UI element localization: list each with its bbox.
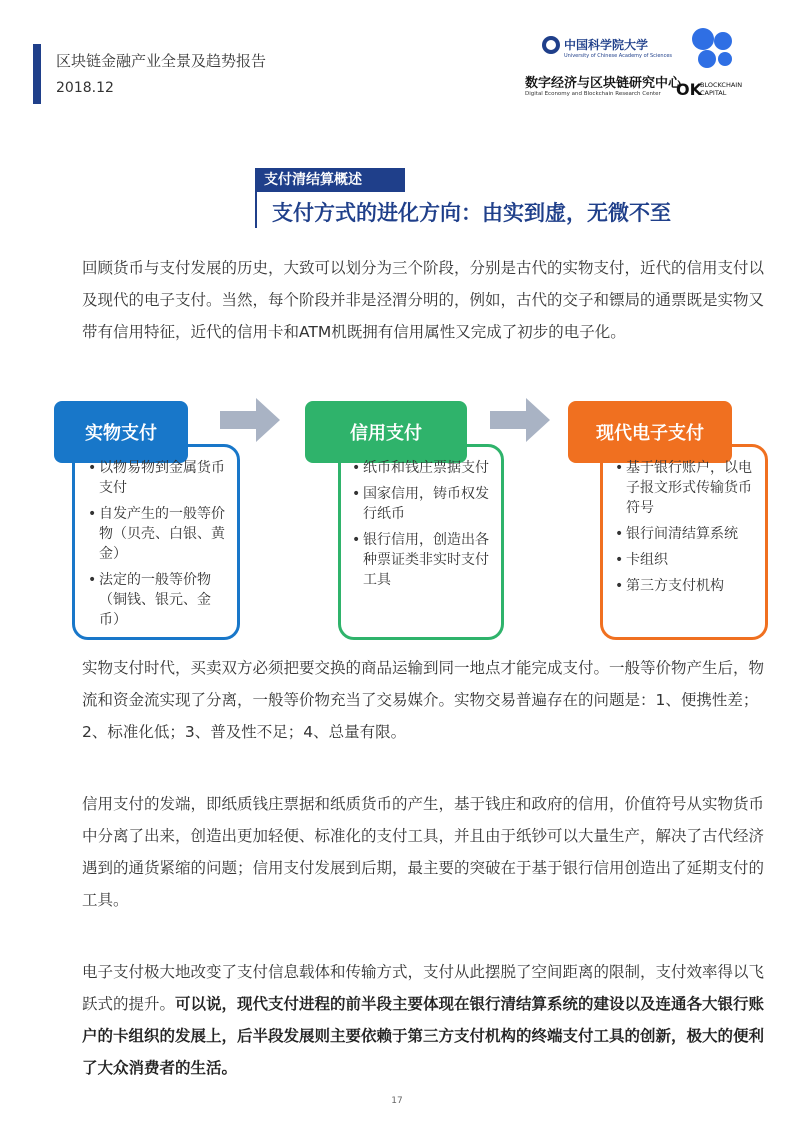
research-center-name-en: Digital Economy and Blockchain Research Center	[525, 91, 661, 97]
paragraph-electronic-payment: 电子支付极大地改变了支付信息载体和传输方式，支付从此摆脱了空间距离的限制，支付效率得以飞跃式的提升。可以说，现代支付进程的前半段主要体现在银行清结算系统的建设以及连通各大银行账户的卡组织的发展上，后半段发展则主要依赖于第三方支付机构的终端支付工具的创新，极大的便利了大众消费者的生活。	[82, 963, 765, 1077]
list-item: • 法定的一般等价物（铜钱、银元、金币）	[88, 570, 230, 630]
list-item: • 国家信用，铸币权发行纸币	[352, 484, 494, 524]
section-headline: 支付方式的进化方向：由实到虚，无微不至	[272, 201, 671, 225]
ucas-name-en: University of Chinese Academy of Sciences	[564, 53, 672, 59]
section-tag: 支付清结算概述	[255, 168, 405, 192]
ok-logo-dot	[718, 52, 732, 66]
stage-list-credit	[352, 458, 494, 596]
list-item: • 以物易物到金属货币支付	[88, 458, 230, 498]
report-title: 区块链金融产业全景及趋势报告	[56, 52, 267, 70]
list-item: • 第三方支付机构	[615, 576, 761, 596]
list-item: • 纸币和钱庄票据支付	[352, 458, 494, 478]
stage-label-electronic: 现代电子支付	[568, 401, 732, 463]
list-item: • 卡组织	[615, 550, 761, 570]
intro-paragraph: 回顾货币与支付发展的历史，大致可以划分为三个阶段，分别是古代的实物支付，近代的信用支付以及现代的电子支付。当然，每个阶段并非是泾渭分明的，例如，古代的交子和镖局的通票既是实物又带有信用特征，近代的信用卡和ATM机既拥有信用属性又完成了初步的电子化。	[82, 259, 765, 341]
stage-label-credit: 信用支付	[305, 401, 467, 463]
headline-accent-line	[255, 192, 257, 228]
list-item: • 银行信用，创造出各种票证类非实时支付工具	[352, 530, 494, 590]
list-item: • 基于银行账户，以电子报文形式传输货币符号	[615, 458, 761, 518]
page-number: 17	[391, 1096, 403, 1106]
ucas-seal-icon	[542, 36, 560, 54]
ok-logo-text: OK	[676, 80, 702, 99]
right-arrow-icon	[490, 398, 550, 442]
ok-logo-dot	[698, 50, 716, 68]
ok-logo-subtext: BLOCKCHAIN CAPITAL	[700, 81, 743, 97]
ok-blockchain-dots-logo	[692, 28, 714, 50]
list-item: • 自发产生的一般等价物（贝壳、白银、黄金）	[88, 504, 230, 564]
ok-blockchain-logo	[674, 28, 764, 104]
right-arrow-icon	[220, 398, 280, 442]
stage-list-electronic	[615, 458, 761, 602]
research-center-name: 数字经济与区块链研究中心	[525, 76, 682, 91]
header-accent-bar	[33, 44, 41, 104]
ucas-logo	[520, 34, 682, 104]
ok-logo-dot	[714, 32, 732, 50]
paragraph-credit-payment: 信用支付的发端，即纸质钱庄票据和纸质货币的产生，基于钱庄和政府的信用，价值符号从实物货币中分离了出来，创造出更加轻便、标准化的支付工具，并且由于纸钞可以大量生产，解决了古代经济遇到的通货紧缩的问题；信用支付发展到后期，最主要的突破在于基于银行信用创造出了延期支付的工具。	[82, 795, 765, 909]
list-item: • 银行间清结算系统	[615, 524, 761, 544]
ucas-name: 中国科学院大学	[564, 38, 649, 52]
stage-label-physical: 实物支付	[54, 401, 188, 463]
paragraph-physical-payment: 实物支付时代，买卖双方必须把要交换的商品运输到同一地点才能完成支付。一般等价物产生后，物流和资金流实现了分离，一般等价物充当了交易媒介。实物交易普遍存在的问题是：1、便携性差；2、标准化低；3、普及性不足；4、总量有限。	[82, 659, 765, 741]
stage-list-physical	[88, 458, 230, 636]
report-date: 2018.12	[56, 80, 114, 96]
